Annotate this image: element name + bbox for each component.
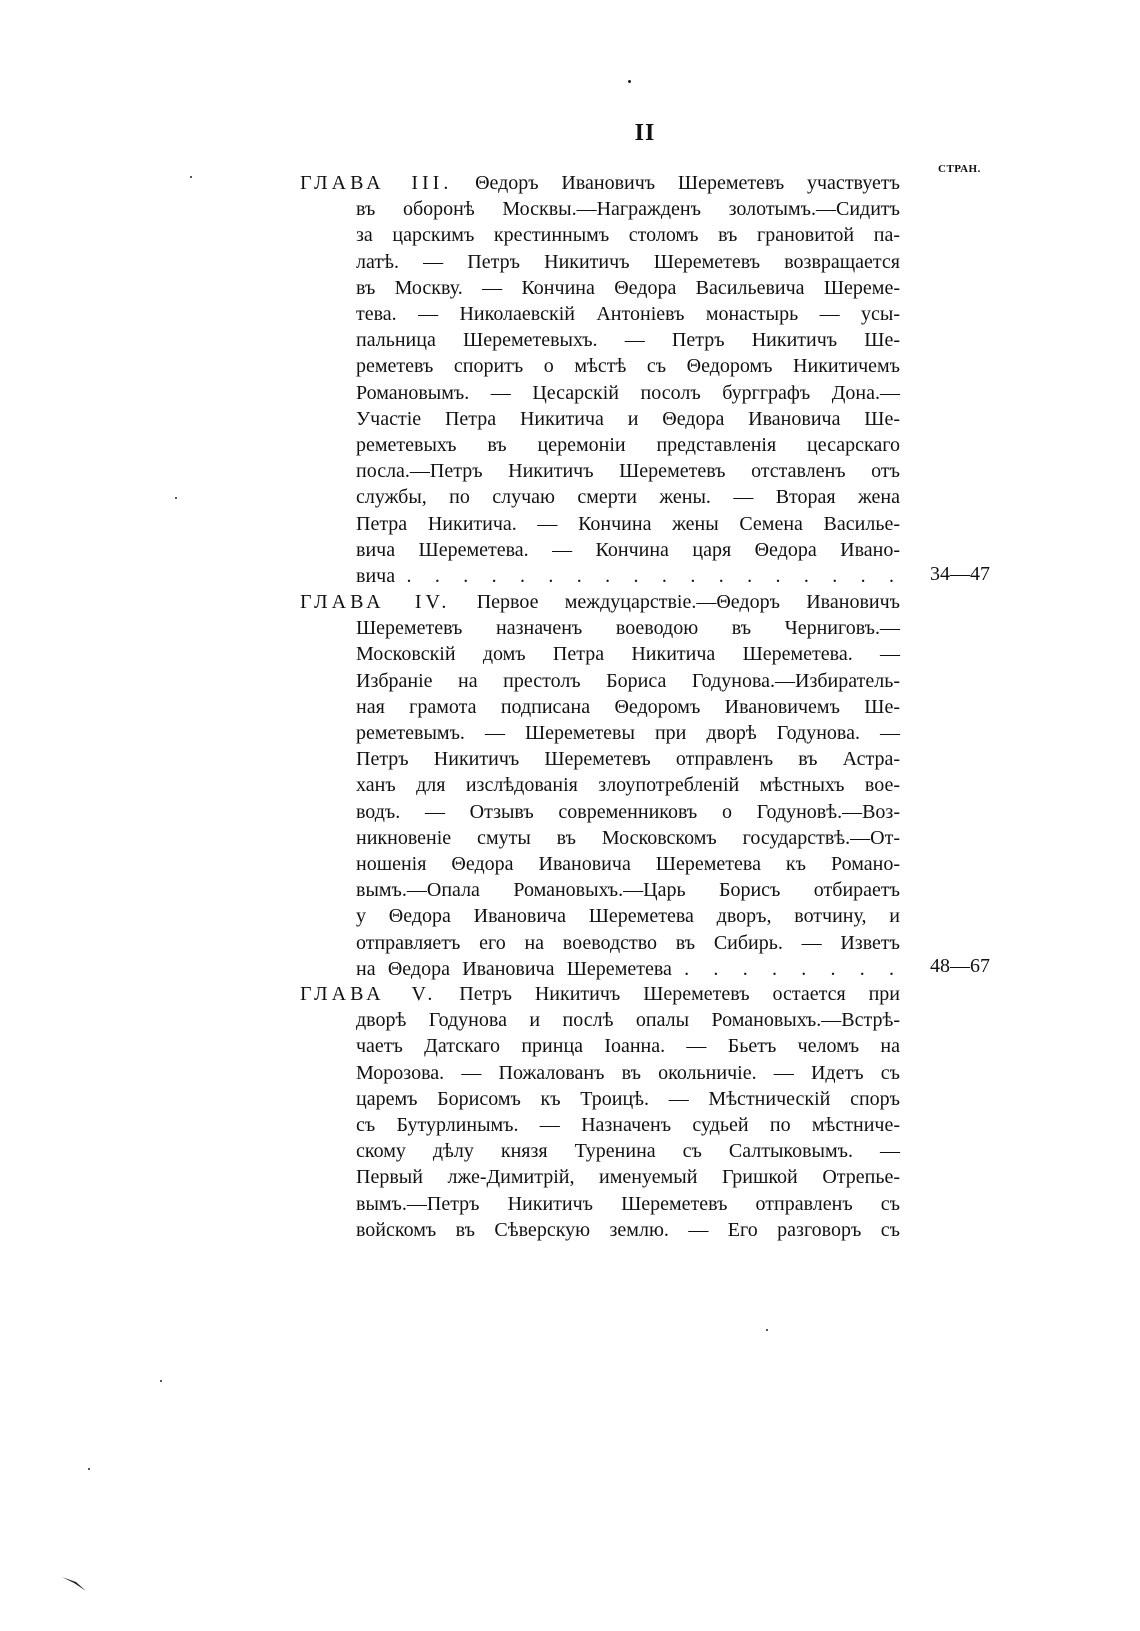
toc-line: Петра Никитича. — Кончина жены Семена Василье- bbox=[356, 512, 900, 535]
toc-line: Петръ Никитичъ Шереметевъ остается при bbox=[459, 983, 900, 1005]
toc-leader-line bbox=[300, 956, 900, 982]
toc-line: Морозова. — Пожалованъ въ окольничіе. — Идетъ съ bbox=[356, 1061, 900, 1084]
toc-line: ханъ для изслѣдованія злоупотребленій мѣстныхъ вое- bbox=[356, 774, 900, 797]
toc-line: посла.—Петръ Никитичъ Шереметевъ отставленъ отъ bbox=[356, 460, 900, 483]
toc-line: службы, по случаю смерти жены. — Вторая жена bbox=[356, 486, 900, 509]
toc-line: реметевъ споритъ о мѣстѣ съ Θедоромъ Никитичемъ bbox=[356, 355, 900, 378]
chapter-first-line bbox=[300, 981, 900, 1007]
toc-line: вымъ.—Опала Романовыхъ.—Царь Борисъ отбираетъ bbox=[356, 879, 900, 902]
toc-line: войскомъ въ Сѣверскую землю. — Его разговоръ съ bbox=[356, 1218, 900, 1241]
toc-line: ношенія Θедора Ивановича Шереметева къ Романо- bbox=[356, 853, 900, 876]
ink-mark-icon bbox=[60, 1575, 90, 1593]
toc-line: Первое междуцарствіе.—Θедоръ Ивановичъ bbox=[476, 591, 900, 613]
toc-line: Петръ Никитичъ Шереметевъ отправленъ въ Астра- bbox=[356, 748, 900, 771]
scan-speck bbox=[88, 1468, 90, 1470]
chapter-heading: ГЛАВА V. bbox=[300, 983, 437, 1005]
toc-line: царемъ Борисомъ къ Троицѣ. — Мѣстническій споръ bbox=[356, 1087, 900, 1110]
toc-line: за царскимъ крестиннымъ столомъ въ грановитой па- bbox=[356, 224, 900, 247]
leader-dots: . . . . . . . . bbox=[684, 957, 901, 980]
scan-speck bbox=[160, 1380, 162, 1382]
chapter-entry bbox=[300, 589, 900, 982]
chapter-first-line bbox=[300, 170, 900, 196]
toc-line: реметевымъ. — Шереметевы при дворѣ Годунова. — bbox=[356, 722, 900, 745]
toc-line: Θедоръ Ивановичъ Шереметевъ участвуетъ bbox=[475, 172, 901, 194]
toc-line: Участіе Петра Никитича и Θедора Ивановича Ше- bbox=[356, 407, 900, 430]
toc-line: никновеніе смуты въ Московскомъ государствѣ.—От- bbox=[356, 826, 900, 849]
toc-line: у Θедора Ивановича Шереметева дворъ, вотчину, и bbox=[356, 905, 900, 928]
chapter-heading: ГЛАВА IV. bbox=[300, 591, 451, 613]
toc-line: Московскій домъ Петра Никитича Шереметева. — bbox=[356, 643, 900, 666]
toc-line: вича Шереметева. — Кончина царя Θедора Ивано- bbox=[356, 538, 900, 561]
toc-line: съ Бутурлинымъ. — Назначенъ судьей по мѣстниче- bbox=[356, 1114, 900, 1137]
toc-line: латѣ. — Петръ Никитичъ Шереметевъ возвращается bbox=[356, 250, 900, 273]
leader-dots: . . . . . . . . . . . . . . . . . . bbox=[406, 565, 901, 588]
scan-speck bbox=[190, 176, 192, 178]
scan-speck bbox=[628, 80, 631, 83]
page-range: 48—67 bbox=[930, 955, 990, 977]
toc-line: пальница Шереметевыхъ. — Петръ Никитичъ Ше- bbox=[356, 329, 900, 352]
chapter-entry bbox=[300, 170, 900, 589]
toc-line: скому дѣлу князя Туренина съ Салтыковымъ. — bbox=[356, 1140, 900, 1163]
toc-line: вымъ.—Петръ Никитичъ Шереметевъ отправленъ съ bbox=[356, 1192, 900, 1215]
toc-line: отправляетъ его на воеводство въ Сибирь. — Изветъ bbox=[356, 931, 900, 954]
toc-line: Избраніе на престолъ Бориса Годунова.—Избиратель- bbox=[356, 669, 900, 692]
page-number: II bbox=[634, 120, 656, 146]
toc-line: на Θедора Ивановича Шереметева bbox=[356, 957, 672, 980]
chapter-heading: ГЛАВА III. bbox=[300, 172, 453, 194]
toc-line: вича bbox=[356, 565, 396, 588]
chapter-entry bbox=[300, 981, 900, 1243]
toc-line: чаетъ Датскаго принца Іоанна. — Бьетъ челомъ на bbox=[356, 1035, 900, 1058]
toc-line: Первый лже-Димитрій, именуемый Гришкой Отрепье- bbox=[356, 1166, 900, 1189]
scan-speck bbox=[766, 1329, 768, 1331]
toc-line: дворѣ Годунова и послѣ опалы Романовыхъ.—Встрѣ- bbox=[356, 1009, 900, 1032]
toc-line: въ Москву. — Кончина Θедора Васильевича Шереме- bbox=[356, 276, 900, 299]
toc-line: Шереметевъ назначенъ воеводою въ Черниговъ.— bbox=[356, 617, 900, 640]
toc-line: ная грамота подписана Θедоромъ Ивановичемъ Ше- bbox=[356, 695, 900, 718]
chapter-first-line bbox=[300, 589, 900, 615]
toc-leader-line bbox=[300, 563, 900, 589]
scan-speck bbox=[175, 497, 177, 499]
toc-line: въ оборонѣ Москвы.—Награжденъ золотымъ.—Сидитъ bbox=[356, 198, 900, 221]
toc-line: реметевыхъ въ церемоніи представленія цесарскаго bbox=[356, 434, 900, 457]
toc-line: тева. — Николаевскій Антоніевъ монастырь — усы- bbox=[356, 303, 900, 326]
toc-line: водъ. — Отзывъ современниковъ о Годуновѣ.—Воз- bbox=[356, 800, 900, 823]
page-range: 34—47 bbox=[930, 563, 990, 585]
toc-line: Романовымъ. — Цесарскій посолъ бургграфъ Дона.— bbox=[356, 381, 900, 404]
pages-column-header: СТРАН. bbox=[938, 163, 981, 175]
